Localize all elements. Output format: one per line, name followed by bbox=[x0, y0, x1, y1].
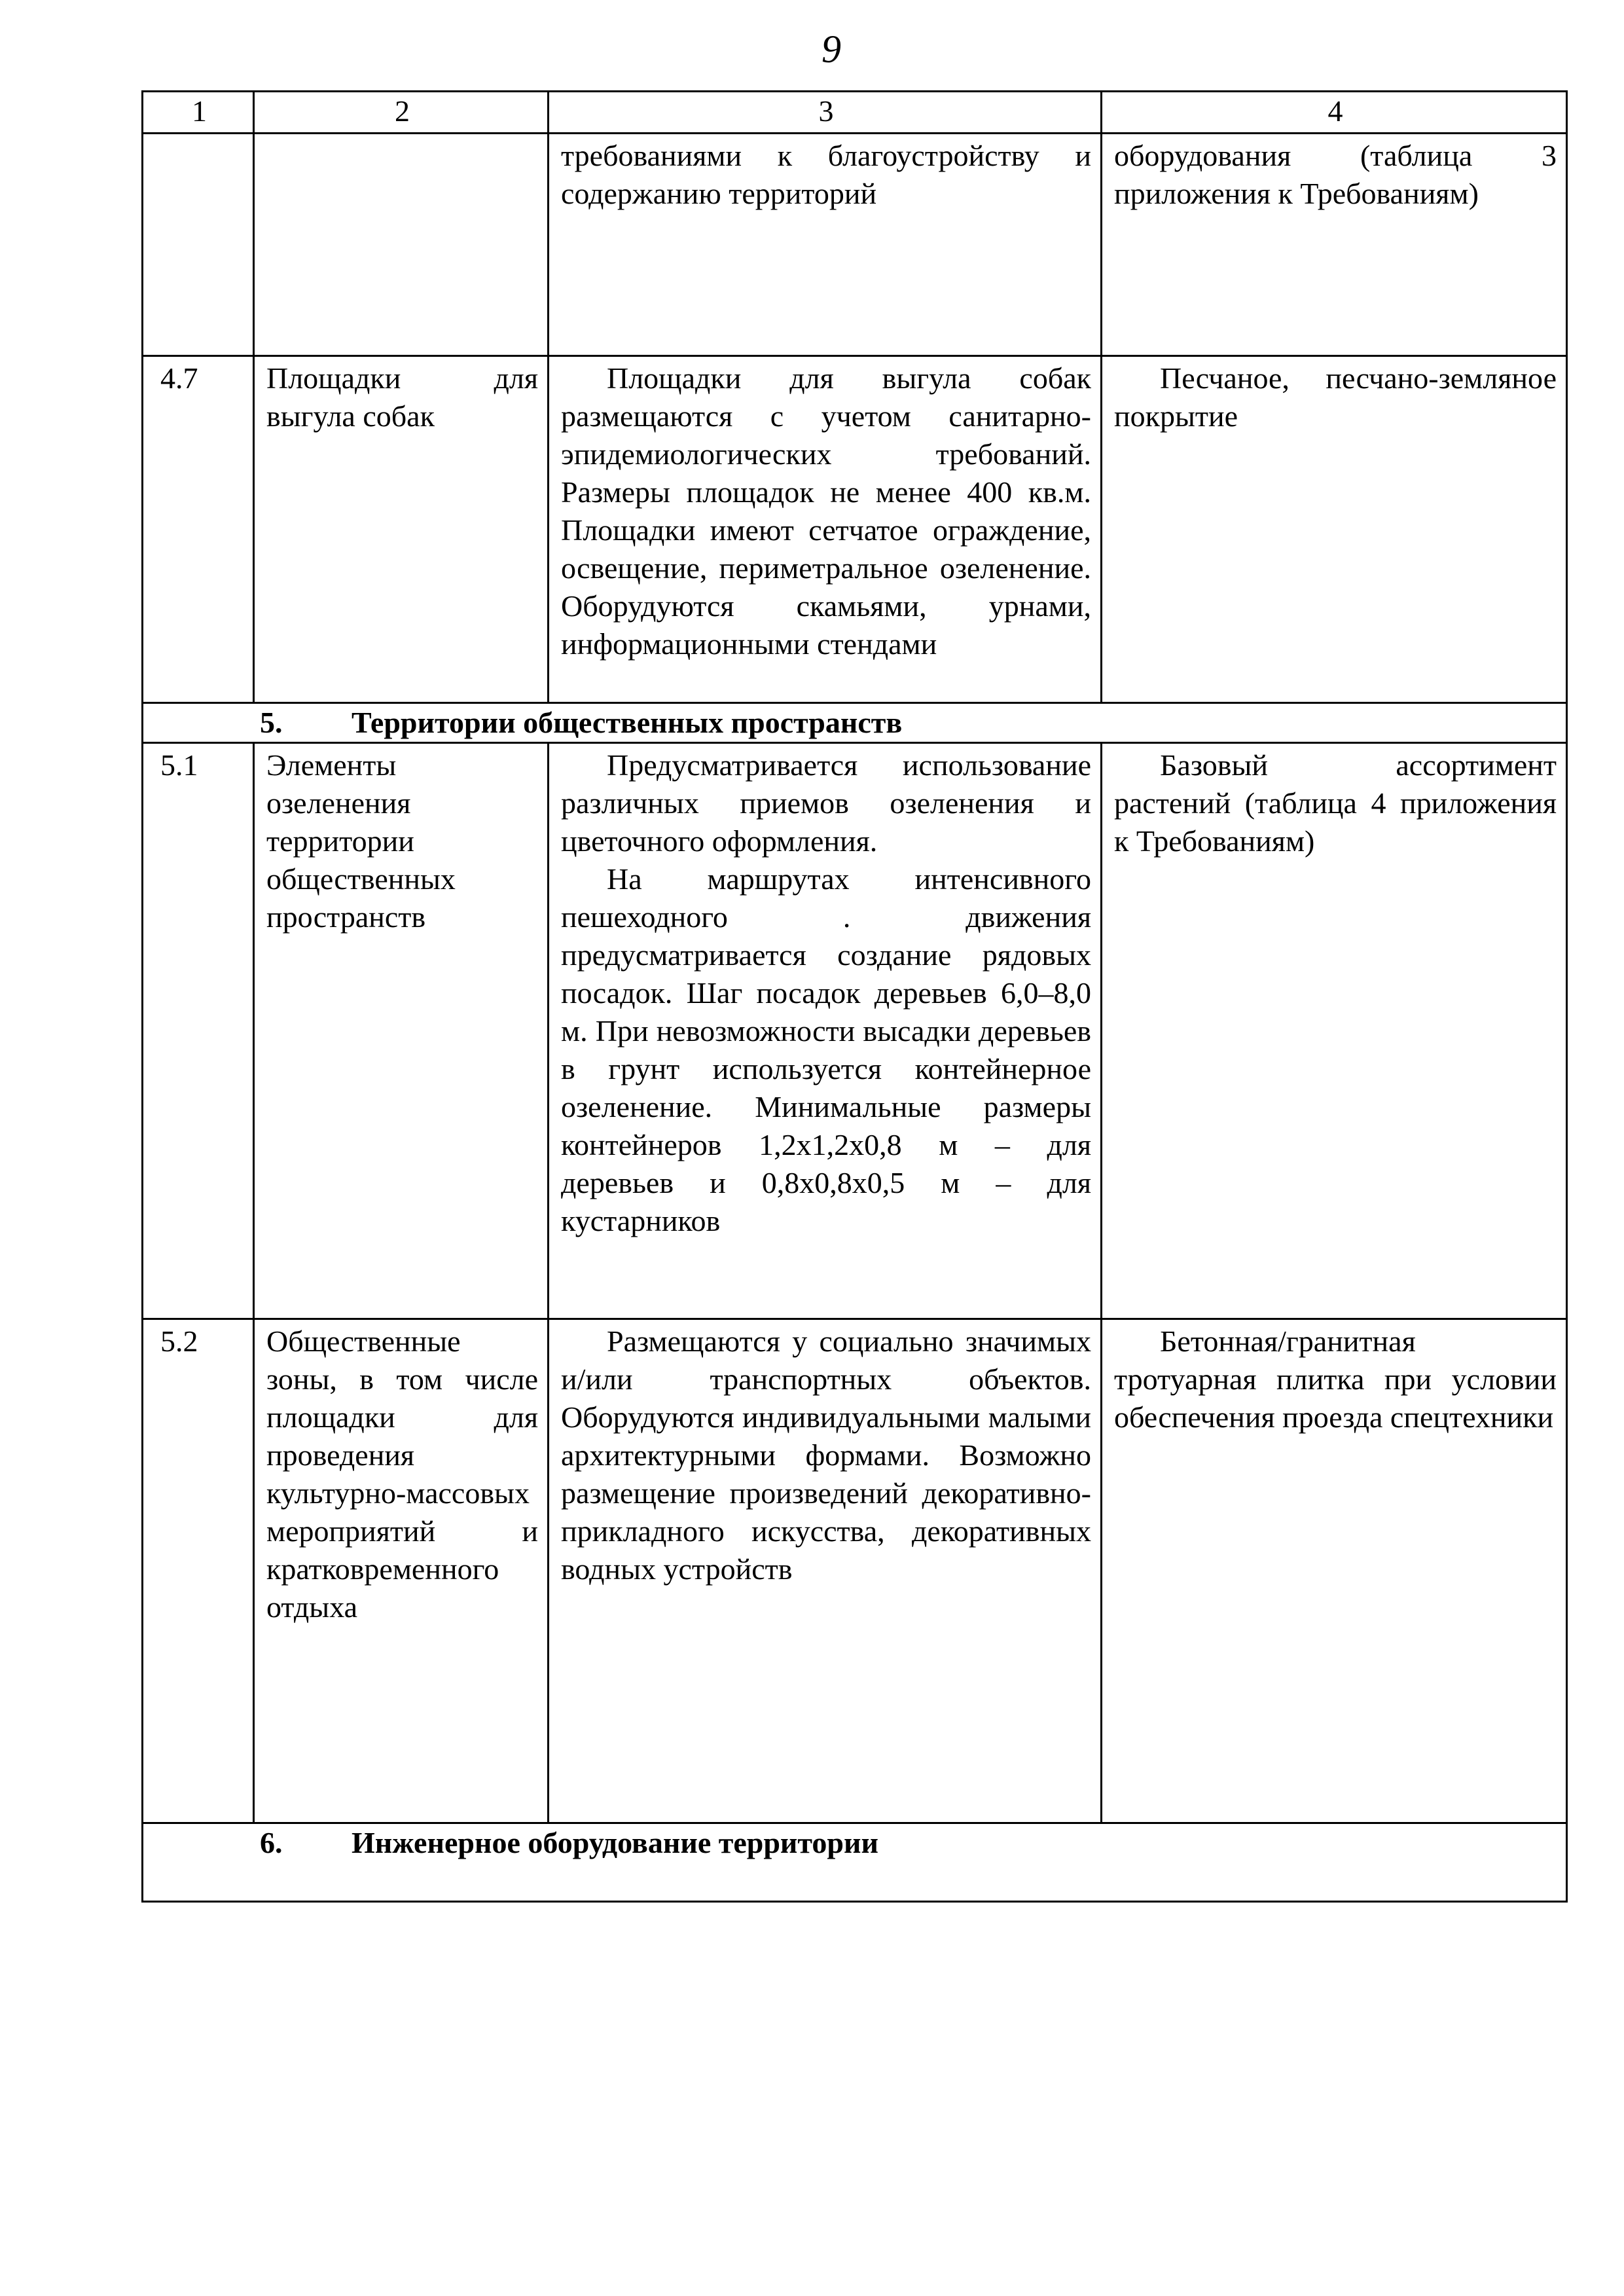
section-heading-5 bbox=[143, 703, 1567, 743]
row-requirements bbox=[549, 743, 1102, 1319]
continuation-num-cell bbox=[143, 134, 254, 356]
requirements-table bbox=[141, 90, 1568, 1903]
section-title: Инженерное оборудование территории bbox=[352, 1826, 878, 1859]
row-element-name: Площадки для выгула собак bbox=[254, 356, 549, 703]
page-number: 9 bbox=[821, 27, 841, 71]
section-heading-cell bbox=[143, 1823, 1567, 1902]
row-coating: Бетонная/гранитная тротуарная плитка при условии обеспечения проезда спецтехники bbox=[1102, 1319, 1567, 1823]
row-number: 5.2 bbox=[143, 1319, 254, 1823]
table-row-4-7 bbox=[143, 356, 1567, 703]
row-number: 5.1 bbox=[143, 743, 254, 1319]
continuation-name-cell bbox=[254, 134, 549, 356]
header-cell-2: 2 bbox=[254, 92, 549, 134]
header-cell-3: 3 bbox=[549, 92, 1102, 134]
table-row-5-2 bbox=[143, 1319, 1567, 1823]
row-element-name: Элементы озеленения территории общественных пространств bbox=[254, 743, 549, 1319]
requirements-paragraph-1: Предусматривается использование различных приемов озеленения и цветочного оформления. bbox=[561, 748, 1091, 858]
table-row-5-1 bbox=[143, 743, 1567, 1319]
requirements-paragraph-2: На маршрутах интенсивного пешеходного . движения предусматривается создание рядовых посадок. Шаг посадок деревьев 6,0–8,0 м. При невозможности высадки деревьев в грунт используется контейнерное озеленение. Минимальные размеры контейнеров 1,2х1,2х0,8 м – для деревьев и 0,8х0,8х0,5 м – для кустарников bbox=[561, 862, 1091, 1237]
row-number: 4.7 bbox=[143, 356, 254, 703]
section-number: 6. bbox=[260, 1826, 283, 1859]
row-coating: Песчаное, песчано-земляное покрытие bbox=[1102, 356, 1567, 703]
row-coating: Базовый ассортимент растений (таблица 4 приложения к Требованиям) bbox=[1102, 743, 1567, 1319]
section-number: 5. bbox=[260, 706, 283, 739]
section-heading-cell bbox=[143, 703, 1567, 743]
row-requirements: Площадки для выгула собак размещаются с учетом санитарно-эпидемиологических требований. Размеры площадок не менее 400 кв.м. Площадки имеют сетчатое ограждение, освещение, периметральное озеленение. Оборудуются скамьями, урнами, информационными стендами bbox=[549, 356, 1102, 703]
table-header-row bbox=[143, 92, 1567, 134]
section-title: Территории общественных пространств bbox=[352, 706, 903, 739]
row-requirements: Размещаются у социально значимых и/или транспортных объектов. Оборудуются индивидуальными малыми архитектурными формами. Возможно размещение произведений декоративно-прикладного искусства, декоративных водных устройств bbox=[549, 1319, 1102, 1823]
row-element-name: Общественные зоны, в том числе площадки для проведения культурно-массовых мероприятий и кратковременного отдыха bbox=[254, 1319, 549, 1823]
header-cell-1: 1 bbox=[143, 92, 254, 134]
continuation-requirements-cell: требованиями к благоустройству и содержанию территорий bbox=[549, 134, 1102, 356]
table-row-continuation bbox=[143, 134, 1567, 356]
section-heading-6 bbox=[143, 1823, 1567, 1902]
header-cell-4: 4 bbox=[1102, 92, 1567, 134]
continuation-coating-cell: оборудования (таблица 3 приложения к Требованиям) bbox=[1102, 134, 1567, 356]
